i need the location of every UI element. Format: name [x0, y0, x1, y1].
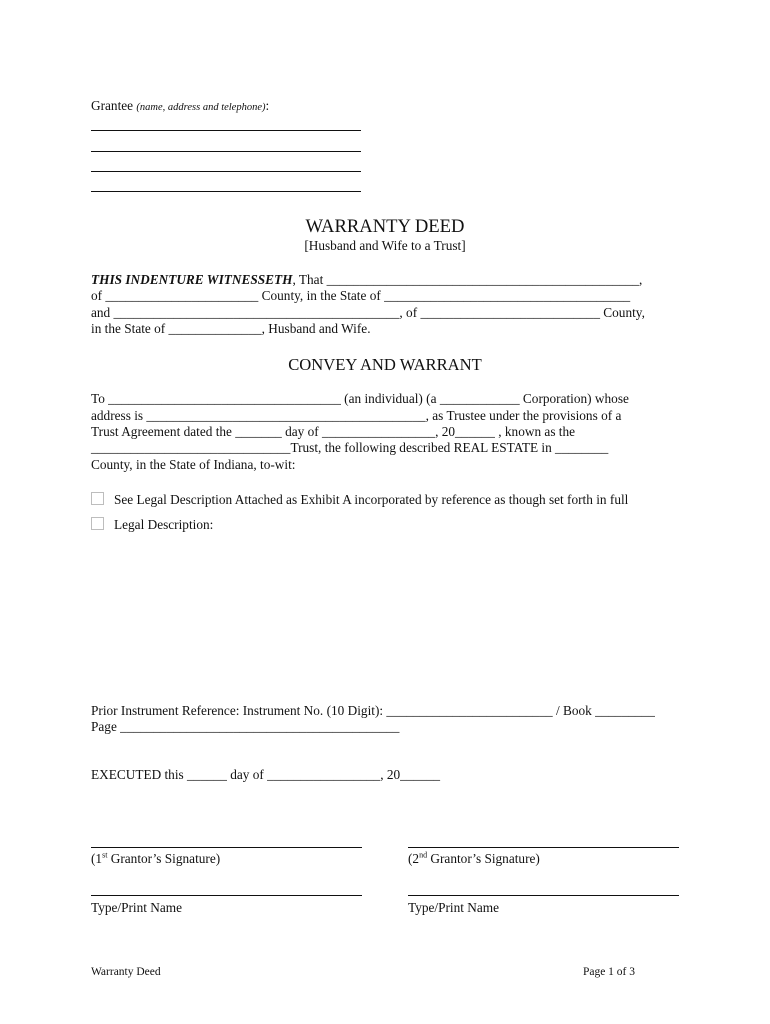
grantor-1-name-line	[91, 895, 362, 896]
indenture-line-1: THIS INDENTURE WITNESSETH, That _______________________________________________,	[91, 272, 643, 287]
indenture-line-4: in the State of ______________, Husband and Wife.	[91, 321, 371, 336]
grantor-2-print-name-label: Type/Print Name	[408, 900, 500, 915]
page-title: WARRANTY DEED	[305, 216, 465, 237]
grantee-label: Grantee (name, address and telephone):	[91, 98, 270, 113]
prior-instrument-line-1: Prior Instrument Reference: Instrument No. (10 Digit): _________________________ / Book _________	[91, 703, 655, 718]
grantee-line-2	[91, 151, 361, 152]
legal-description-label: Legal Description:	[114, 517, 214, 532]
prior-instrument-line-2: Page __________________________________________	[91, 719, 400, 734]
legal-description-checkbox[interactable]	[91, 517, 104, 530]
grantor-2-signature-line	[408, 847, 679, 848]
footer-document-name: Warranty Deed	[91, 966, 161, 978]
convey-line-2: address is __________________________________________, as Trustee under the provisions of a	[91, 408, 622, 423]
grantee-line-1	[91, 130, 361, 131]
indenture-lead: THIS INDENTURE WITNESSETH	[91, 272, 293, 287]
exhibit-label: See Legal Description Attached as Exhibit A incorporated by reference as though set forth in full	[114, 492, 629, 507]
footer-page-number: Page 1 of 3	[582, 966, 635, 978]
convey-line-3: Trust Agreement dated the _______ day of _________________, 20______ , known as the	[91, 424, 576, 439]
grantor-1-signature-label: (1st Grantor’s Signature)	[91, 850, 221, 866]
page-subtitle: [Husband and Wife to a Trust]	[304, 238, 466, 253]
grantor-1-signature-line	[91, 847, 362, 848]
grantee-line-3	[91, 171, 361, 172]
grantor-2-signature-label: (2nd Grantor’s Signature)	[408, 850, 540, 866]
grantee-line-4	[91, 191, 361, 192]
convey-heading: CONVEY AND WARRANT	[288, 355, 482, 374]
convey-line-4: ______________________________Trust, the following described REAL ESTATE in ________	[91, 440, 609, 455]
convey-line-1: To ___________________________________ (an individual) (a ____________ Corporation) whose	[91, 391, 629, 406]
exhibit-checkbox[interactable]	[91, 492, 104, 505]
convey-line-5: County, in the State of Indiana, to-wit:	[91, 457, 296, 472]
grantor-2-name-line	[408, 895, 679, 896]
indenture-line-2: of _______________________ County, in the State of _____________________________________	[91, 288, 631, 303]
grantee-note: (name, address and telephone)	[136, 102, 266, 113]
grantor-1-print-name-label: Type/Print Name	[91, 900, 183, 915]
executed-line: EXECUTED this ______ day of _________________, 20______	[91, 767, 441, 782]
indenture-line-3: and ___________________________________________, of ___________________________ County,	[91, 305, 645, 320]
